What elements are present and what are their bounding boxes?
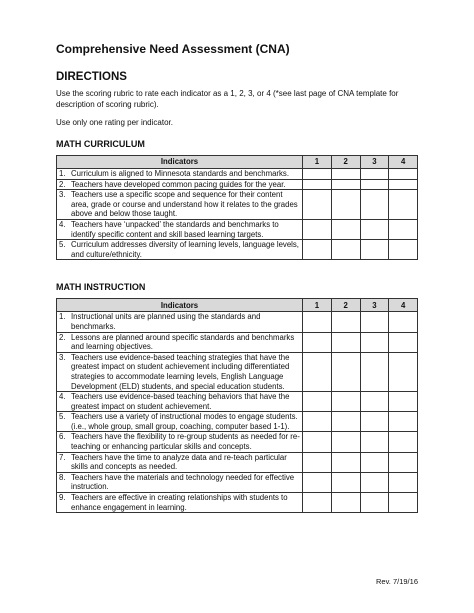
rating-header-1: 1 [303, 299, 332, 312]
indicator-text: Instructional units are planned using the standards and benchmarks. [71, 312, 261, 331]
rating-cell-3[interactable] [360, 352, 389, 391]
math-curriculum-heading: MATH CURRICULUM [56, 139, 145, 149]
indicator-cell [57, 412, 303, 432]
indicator-cell [57, 472, 303, 492]
indicator-number: 8. [59, 472, 66, 482]
rating-cell-4[interactable] [389, 432, 418, 452]
indicator-number: 9. [59, 493, 66, 503]
indicator-item [59, 432, 300, 451]
rating-cell-4[interactable] [389, 219, 418, 239]
rating-cell-1[interactable] [303, 312, 332, 332]
rating-cell-2[interactable] [331, 312, 360, 332]
rating-cell-3[interactable] [360, 240, 389, 260]
rating-cell-3[interactable] [360, 392, 389, 412]
rating-cell-4[interactable] [389, 452, 418, 472]
indicator-item [59, 392, 300, 411]
rating-header-1: 1 [303, 156, 332, 169]
rating-header-4: 4 [389, 156, 418, 169]
page-title: Comprehensive Need Assessment (CNA) [56, 42, 290, 56]
rating-cell-4[interactable] [389, 179, 418, 190]
rating-cell-3[interactable] [360, 432, 389, 452]
table-row [57, 190, 418, 220]
indicator-cell [57, 392, 303, 412]
table-row [57, 312, 418, 332]
indicator-cell [57, 493, 303, 513]
rating-cell-2[interactable] [331, 432, 360, 452]
rating-header-4: 4 [389, 299, 418, 312]
indicator-item [59, 190, 300, 219]
rating-cell-1[interactable] [303, 352, 332, 391]
indicator-number: 2. [59, 179, 66, 189]
indicator-number: 2. [59, 332, 66, 342]
indicator-text: Teachers use evidence-based teaching strategies that have the greatest impact on student achievement including differentiated strategies to accommodate learning levels, English Language Development (ELD) students, and special education students. [71, 352, 290, 391]
indicator-number: 4. [59, 392, 66, 402]
indicator-cell [57, 432, 303, 452]
indicator-text: Teachers use a variety of instructional modes to engage students. (i.e., whole group, small group, coaching, computer based 1-1). [71, 412, 298, 431]
math-curriculum-table [56, 155, 418, 260]
table-row [57, 332, 418, 352]
rating-cell-3[interactable] [360, 190, 389, 220]
rating-cell-1[interactable] [303, 432, 332, 452]
rating-cell-4[interactable] [389, 493, 418, 513]
indicator-number: 5. [59, 412, 66, 422]
rating-cell-2[interactable] [331, 240, 360, 260]
table-row [57, 412, 418, 432]
indicator-cell [57, 452, 303, 472]
table-row [57, 169, 418, 180]
indicator-item [59, 180, 300, 190]
indicators-header: Indicators [57, 299, 303, 312]
indicator-cell [57, 240, 303, 260]
rating-cell-3[interactable] [360, 179, 389, 190]
table-row [57, 240, 418, 260]
indicator-text: Teachers have the flexibility to re-group students as needed for re-teaching or enhancing particular skills and concepts. [71, 432, 300, 452]
rating-cell-1[interactable] [303, 472, 332, 492]
table-row [57, 472, 418, 492]
rating-cell-4[interactable] [389, 472, 418, 492]
table-row [57, 179, 418, 190]
indicator-item [59, 169, 300, 179]
rating-cell-2[interactable] [331, 219, 360, 239]
table-row [57, 493, 418, 513]
rating-cell-2[interactable] [331, 493, 360, 513]
indicator-text: Curriculum is aligned to Minnesota standards and benchmarks. [71, 169, 289, 178]
table-row [57, 219, 418, 239]
rating-cell-4[interactable] [389, 392, 418, 412]
rating-cell-2[interactable] [331, 412, 360, 432]
math-instruction-rows [57, 312, 418, 513]
indicator-text: Teachers use a specific scope and sequence for their content area, grade or course and understand how it relates to the grades above and below those taught. [71, 190, 298, 219]
rating-cell-4[interactable] [389, 332, 418, 352]
table-row [57, 392, 418, 412]
indicator-item [59, 220, 300, 239]
rating-cell-1[interactable] [303, 169, 332, 180]
indicator-text: Teachers are effective in creating relationships with students to enhance engagement in learning. [71, 493, 288, 512]
rating-cell-1[interactable] [303, 412, 332, 432]
indicator-cell [57, 312, 303, 332]
indicator-cell [57, 169, 303, 180]
rating-note: Use only one rating per indicator. [56, 118, 173, 127]
indicator-text: Lessons are planned around specific standards and benchmarks and learning objectives. [71, 332, 295, 352]
rating-cell-1[interactable] [303, 190, 332, 220]
indicator-item [59, 240, 300, 259]
rating-header-2: 2 [331, 156, 360, 169]
indicator-cell [57, 332, 303, 352]
indicator-cell [57, 352, 303, 391]
rating-cell-2[interactable] [331, 179, 360, 190]
rating-cell-3[interactable] [360, 493, 389, 513]
rating-cell-1[interactable] [303, 392, 332, 412]
rating-cell-3[interactable] [360, 472, 389, 492]
indicator-number: 3. [59, 190, 66, 200]
indicator-number: 7. [59, 452, 66, 462]
directions-text: Use the scoring rubric to rate each indicator as a 1, 2, 3, or 4 (*see last page of CNA template for description of scoring rubric). [56, 89, 399, 109]
indicator-text: Teachers use evidence-based teaching behaviors that have the greatest impact on student achievement. [71, 392, 290, 411]
rating-cell-4[interactable] [389, 352, 418, 391]
rating-cell-3[interactable] [360, 412, 389, 432]
indicator-item [59, 493, 300, 512]
indicator-item [59, 333, 300, 352]
indicator-cell [57, 190, 303, 220]
indicator-item [59, 353, 300, 391]
indicator-text: Teachers have developed common pacing guides for the year. [71, 179, 286, 189]
rating-header-3: 3 [360, 299, 389, 312]
indicators-header: Indicators [57, 156, 303, 169]
rating-cell-4[interactable] [389, 412, 418, 432]
indicator-cell [57, 219, 303, 239]
rating-cell-1[interactable] [303, 493, 332, 513]
rating-cell-2[interactable] [331, 190, 360, 220]
table-row [57, 452, 418, 472]
rating-cell-2[interactable] [331, 169, 360, 180]
rating-cell-4[interactable] [389, 169, 418, 180]
rating-cell-3[interactable] [360, 332, 389, 352]
indicator-text: Teachers have ‘unpacked’ the standards and benchmarks to identify specific content and skill based learning targets. [71, 219, 279, 239]
table-header-row [57, 156, 418, 169]
table-row [57, 352, 418, 391]
rating-header-3: 3 [360, 156, 389, 169]
revision-footer: Rev. 7/19/16 [376, 577, 418, 586]
rating-cell-1[interactable] [303, 219, 332, 239]
directions-heading: DIRECTIONS [56, 71, 127, 83]
rating-cell-3[interactable] [360, 452, 389, 472]
indicator-text: Curriculum addresses diversity of learning levels, language levels, and culture/ethnicity. [71, 240, 299, 259]
rating-cell-1[interactable] [303, 179, 332, 190]
table-row [57, 432, 418, 452]
rating-cell-1[interactable] [303, 452, 332, 472]
rating-cell-4[interactable] [389, 240, 418, 260]
rating-header-2: 2 [331, 299, 360, 312]
indicator-number: 1. [59, 169, 66, 178]
indicator-text: Teachers have the time to analyze data and re-teach particular skills and concepts as needed. [71, 452, 287, 472]
indicator-item [59, 312, 300, 331]
rating-cell-2[interactable] [331, 332, 360, 352]
indicator-number: 6. [59, 432, 66, 442]
rating-cell-3[interactable] [360, 169, 389, 180]
indicator-number: 4. [59, 219, 66, 229]
indicator-number: 1. [59, 312, 66, 322]
rating-cell-3[interactable] [360, 312, 389, 332]
indicator-number: 5. [59, 240, 66, 250]
rating-cell-1[interactable] [303, 240, 332, 260]
rating-cell-4[interactable] [389, 312, 418, 332]
rating-cell-1[interactable] [303, 332, 332, 352]
indicator-item [59, 473, 300, 492]
rating-cell-3[interactable] [360, 219, 389, 239]
indicator-item [59, 453, 300, 472]
math-instruction-heading: MATH INSTRUCTION [56, 282, 146, 293]
math-instruction-table [56, 298, 418, 513]
rating-cell-2[interactable] [331, 352, 360, 391]
rating-cell-2[interactable] [331, 452, 360, 472]
math-curriculum-rows [57, 169, 418, 260]
indicator-number: 3. [59, 352, 66, 362]
rating-cell-2[interactable] [331, 392, 360, 412]
rating-cell-2[interactable] [331, 472, 360, 492]
table-header-row [57, 299, 418, 312]
indicator-text: Teachers have the materials and technology needed for effective instruction. [71, 472, 295, 492]
rating-cell-4[interactable] [389, 190, 418, 220]
indicator-item [59, 412, 300, 431]
indicator-cell [57, 179, 303, 190]
